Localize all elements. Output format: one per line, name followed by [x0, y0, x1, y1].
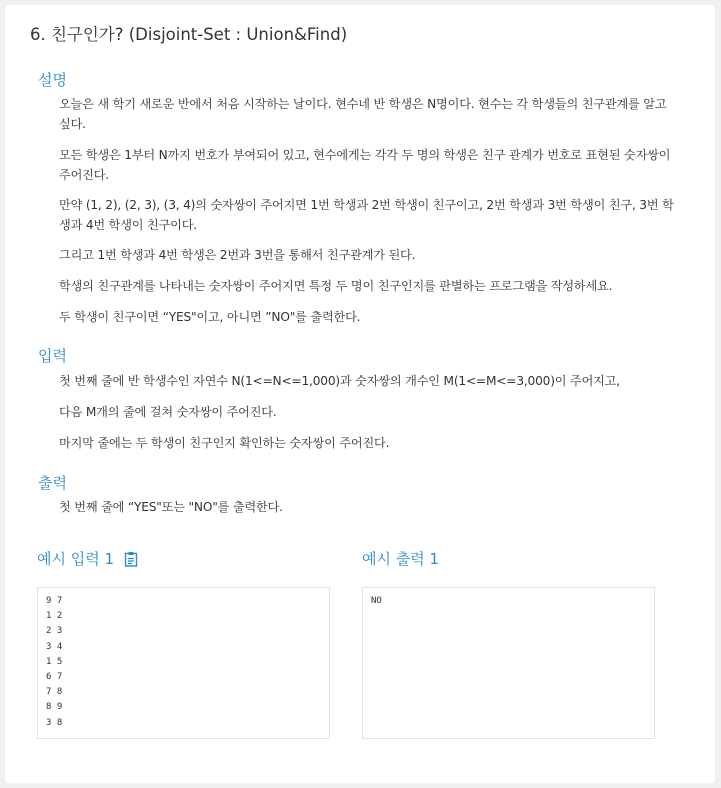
example-input-line: 7 8 [46, 687, 63, 698]
example-output-box[interactable] [362, 587, 655, 739]
input-paragraph-2: 다음 M개의 줄에 걸쳐 숫자쌍이 주어진다. [59, 405, 277, 419]
clipboard-icon[interactable] [124, 551, 138, 567]
description-paragraph-1: 오늘은 새 학기 새로운 반에서 처음 시작하는 날이다. 현수네 반 학생은 N명이다. 현수는 각 학생들의 친구관계를 알고 싶다. [59, 97, 667, 131]
input-paragraph-3: 마지막 줄에는 두 학생이 친구인지 확인하는 숫자쌍이 주어진다. [59, 436, 390, 450]
problem-card [5, 5, 715, 783]
example-input-line: 6 7 [46, 672, 63, 683]
example-input-line: 9 7 [46, 596, 63, 606]
example-output-heading [362, 548, 439, 569]
input-heading: 입력 [38, 347, 67, 365]
example-input-heading-label: 예시 입력 1 [37, 550, 115, 568]
description-paragraph-6: 두 학생이 친구이면 “YES"이고, 아니면 ”NO"를 출력한다. [59, 310, 361, 324]
problem-title: 6. 친구인가? (Disjoint-Set : Union&Find) [30, 25, 348, 44]
output-heading: 출력 [38, 474, 67, 492]
description-paragraph-4: 그리고 1번 학생과 4번 학생은 2번과 3번을 통해서 친구관계가 된다. [59, 248, 416, 262]
example-input-line: 3 4 [46, 641, 63, 652]
example-input-line: 2 3 [46, 626, 63, 637]
input-paragraph-1: 첫 번째 줄에 반 학생수인 자연수 N(1<=N<=1,000)과 숫자쌍의 개수인 M(1<=M<=3,000)이 주어지고, [59, 374, 620, 388]
example-input-line: 1 5 [46, 656, 63, 667]
example-input-line: 3 8 [46, 717, 63, 728]
example-input-line: 1 2 [46, 611, 63, 622]
description-paragraph-5: 학생의 친구관계를 나타내는 숫자쌍이 주어지면 특정 두 명이 친구인지를 판별하는 프로그램을 작성하세요. [59, 279, 613, 293]
example-input-heading [37, 548, 138, 569]
example-output-heading-label: 예시 출력 1 [362, 550, 440, 568]
example-input-box[interactable] [37, 587, 330, 739]
output-paragraph-1: 첫 번째 줄에 “YES"또는 "NO"를 출력한다. [59, 500, 283, 514]
example-output-line: NO [371, 596, 382, 606]
description-heading: 설명 [38, 71, 67, 89]
example-input-line: 8 9 [46, 702, 63, 713]
description-paragraph-2: 모든 학생은 1부터 N까지 번호가 부여되어 있고, 현수에게는 각각 두 명의 학생은 친구 관계가 번호로 표현된 숫자쌍이 주어진다. [59, 148, 671, 182]
description-paragraph-3: 만약 (1, 2), (2, 3), (3, 4)의 숫자쌍이 주어지면 1번 학생과 2번 학생이 친구이고, 2번 학생과 3번 학생이 친구, 3번 학생과 4번 학생이 친구이다. [59, 198, 674, 232]
